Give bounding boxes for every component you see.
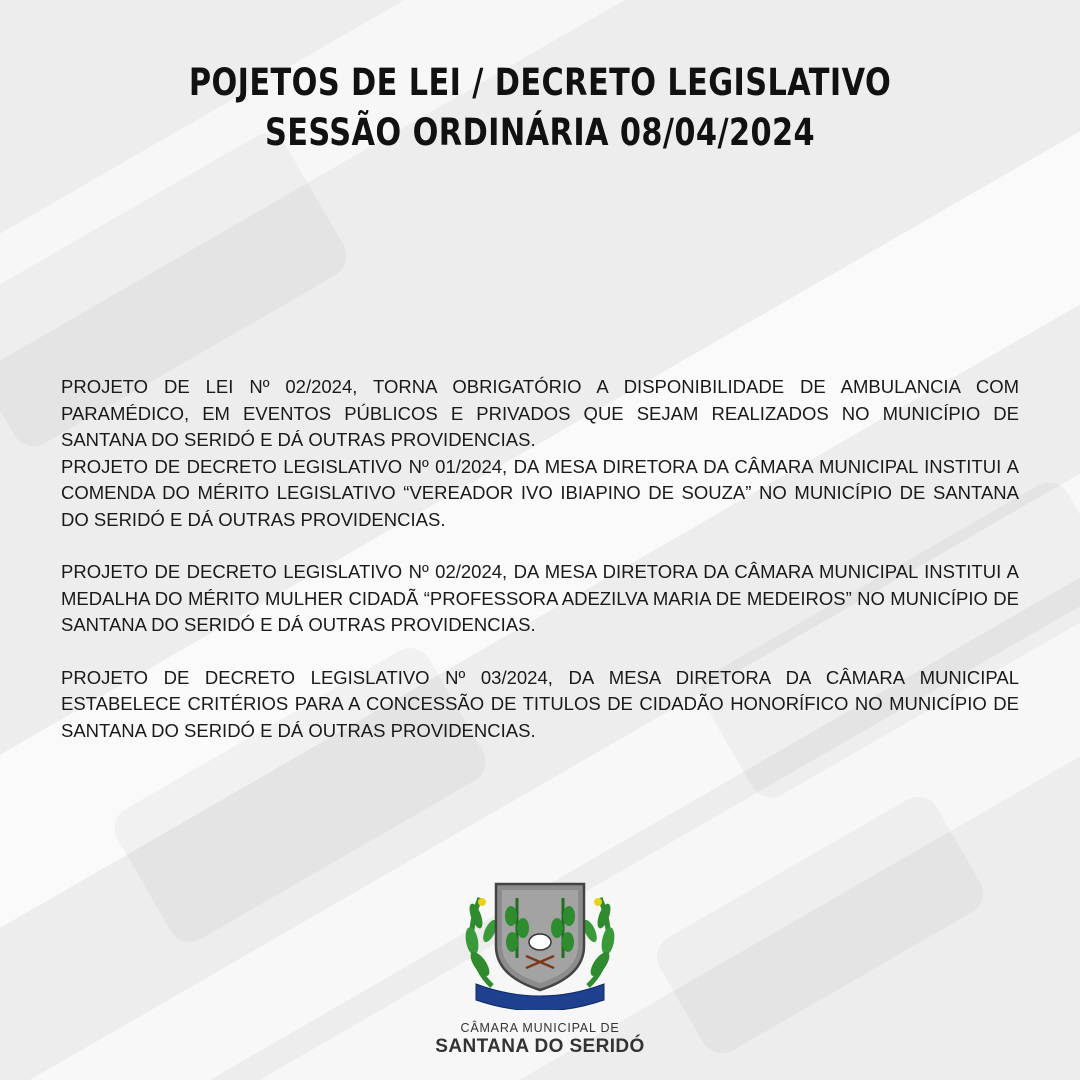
title-line-2: SESSÃO ORDINÁRIA 08/04/2024 (264, 111, 816, 154)
title-line-1: POJETOS DE LEI / DECRETO LEGISLATIVO (188, 61, 892, 104)
bill-item-decreto-03-2024: PROJETO DE DECRETO LEGISLATIVO Nº 03/2024, DA MESA DIRETORA DA CÂMARA MUNICIPAL ESTABELECE CRITÉRIOS PARA A CONCESSÃO DE TITULOS DE CIDADÃO HONORÍFICO NO MUNICÍPIO DE SANTANA DO SERIDÓ E DÁ OUTRAS PROVIDENCIAS. (61, 666, 1019, 741)
bill-item-decreto-02-2024: PROJETO DE DECRETO LEGISLATIVO Nº 02/2024, DA MESA DIRETORA DA CÂMARA MUNICIPAL INSTITUI A MEDALHA DO MÉRITO MULHER CIDADÃ “PROFESSORA ADEZILVA MARIA DE MEDEIROS” NO MUNICÍPIO DE SANTANA DO SERIDÓ E DÁ OUTRAS PROVIDENCIAS. (61, 561, 1019, 635)
institution-name-line-2: SANTANA DO SERIDÓ (435, 1036, 645, 1057)
page-title (97, 58, 983, 158)
institution-name-line-1: CÂMARA MUNICIPAL DE (460, 1021, 620, 1035)
institution-name (0, 1021, 1080, 1058)
bill-item-lei-02-2024: PROJETO DE LEI Nº 02/2024, TORNA OBRIGATÓRIO A DISPONIBILIDADE DE AMBULANCIA COM PARAMÉDICO, EM EVENTOS PÚBLICOS E PRIVADOS QUE SEJAM REALIZADOS NO MUNICÍPIO DE SANTANA DO SERIDÓ E DÁ OUTRAS PROVIDENCIAS. (61, 376, 1019, 450)
bill-list (61, 374, 1019, 744)
coat-of-arms-icon (462, 876, 618, 1010)
bill-item-decreto-01-2024: PROJETO DE DECRETO LEGISLATIVO Nº 01/2024, DA MESA DIRETORA DA CÂMARA MUNICIPAL INSTITUI A COMENDA DO MÉRITO LEGISLATIVO “VEREADOR IVO IBIAPINO DE SOUZA” NO MUNICÍPIO DE SANTANA DO SERIDÓ E DÁ OUTRAS PROVIDENCIAS. (61, 455, 1019, 530)
